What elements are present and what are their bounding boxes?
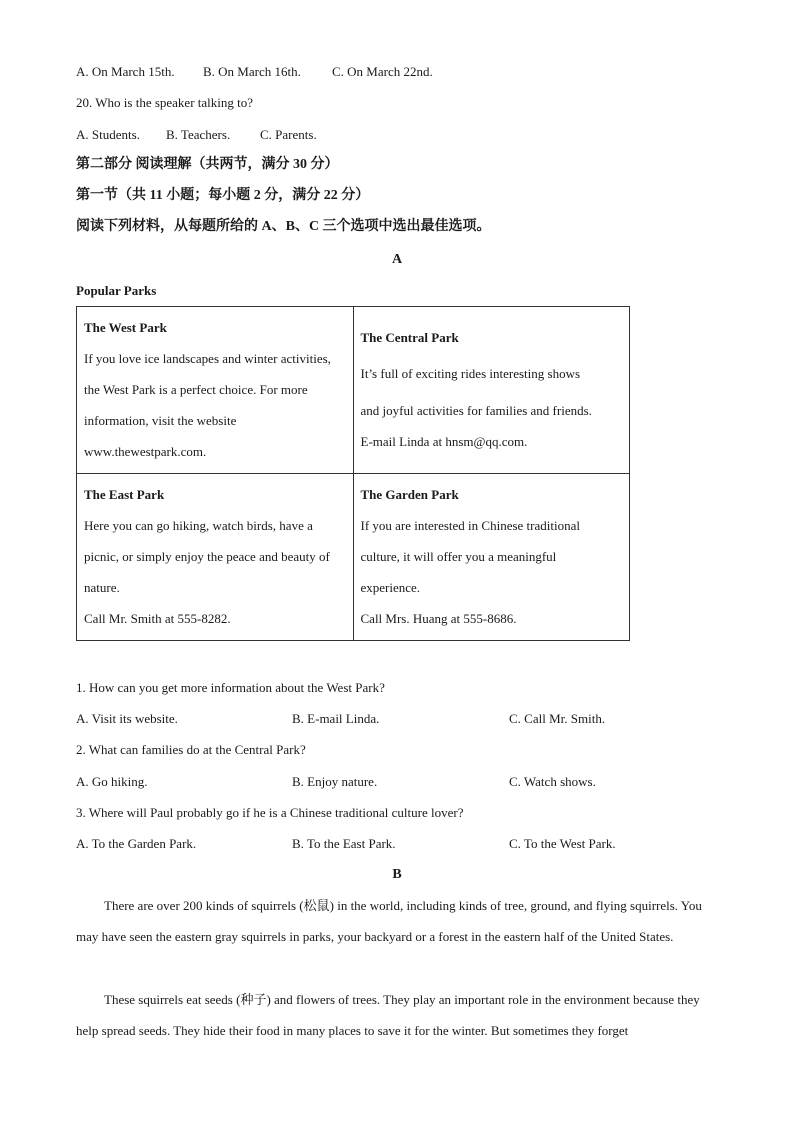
q3-option-b: B. To the East Park. (292, 836, 396, 851)
question-3: 3. Where will Paul probably go if he is a Chinese traditional culture lover? (76, 805, 464, 820)
q20-option-a: A. Students. (76, 127, 140, 142)
park-cell-west (77, 307, 354, 474)
park-text-line: Call Mr. Smith at 555-8282. (84, 611, 231, 626)
park-title: The East Park (84, 487, 165, 502)
q1-option-b: B. E-mail Linda. (292, 711, 380, 726)
park-text-line: information, visit the website (84, 413, 237, 428)
q1-option-c: C. Call Mr. Smith. (509, 711, 606, 726)
q2-option-c: C. Watch shows. (509, 774, 596, 789)
q3-option-a: A. To the Garden Park. (76, 836, 197, 851)
parks-table (76, 306, 630, 641)
passage-a-heading: Popular Parks (76, 283, 157, 298)
park-text-line: If you are interested in Chinese traditional (360, 518, 580, 533)
passage-b-paragraph-2: These squirrels eat seeds (种子) and flowers of trees. They play an important role in the environment because they help spread seeds. They hide their food in many places to save it for the winter. But sometimes they forget (76, 992, 700, 1038)
question-1: 1. How can you get more information about the West Park? (76, 680, 385, 695)
passage-b-letter: B (392, 867, 402, 882)
q19-option-b: B. On March 16th. (203, 64, 301, 79)
park-text-line: culture, it will offer you a meaningful (360, 549, 557, 564)
park-text-line: and joyful activities for families and friends. (360, 403, 592, 418)
q2-option-a: A. Go hiking. (76, 774, 148, 789)
park-text-line: picnic, or simply enjoy the peace and beauty of (84, 549, 330, 564)
park-text-line: E-mail Linda at hnsm@qq.com. (360, 434, 528, 449)
park-title: The Garden Park (360, 487, 459, 502)
park-cell-central (353, 307, 630, 474)
q20-option-c: C. Parents. (260, 127, 317, 142)
park-cell-east (77, 474, 354, 641)
park-cell-garden (353, 474, 630, 641)
reading-instruction: 阅读下列材料，从每题所给的 A、B、C 三个选项中选出最佳选项。 (76, 219, 491, 234)
park-text-line: Call Mrs. Huang at 555-8686. (360, 611, 517, 626)
passage-b-paragraph-1: There are over 200 kinds of squirrels (松鼠) in the world, including kinds of tree, ground, and flying squirrels. You may have seen the eastern gray squirrels in parks, your backyard or a forest in the eastern half of the United States. (76, 898, 702, 944)
q2-option-b: B. Enjoy nature. (292, 774, 378, 789)
park-text-line: the West Park is a perfect choice. For more (84, 382, 308, 397)
park-title: The West Park (84, 320, 167, 335)
passage-a-letter: A (391, 252, 403, 267)
park-text-line: experience. (360, 580, 421, 595)
section2-title: 第二部分 阅读理解（共两节，满分 30 分） (76, 157, 339, 172)
q3-option-c: C. To the West Park. (509, 836, 616, 851)
q20-option-b: B. Teachers. (166, 127, 231, 142)
question-2: 2. What can families do at the Central Park? (76, 742, 306, 757)
park-text-line: www.thewestpark.com. (84, 444, 207, 459)
q1-option-a: A. Visit its website. (76, 711, 178, 726)
q19-option-c: C. On March 22nd. (332, 64, 433, 79)
section1-title: 第一节（共 11 小题；每小题 2 分，满分 22 分） (76, 188, 370, 203)
q19-option-a: A. On March 15th. (76, 64, 175, 79)
park-text-line: It’s full of exciting rides interesting shows (360, 366, 581, 381)
park-title: The Central Park (360, 330, 459, 345)
park-text-line: Here you can go hiking, watch birds, have a (84, 518, 313, 533)
park-text-line: If you love ice landscapes and winter activities, (84, 351, 331, 366)
q20-question: 20. Who is the speaker talking to? (76, 95, 254, 110)
park-text-line: nature. (84, 580, 120, 595)
